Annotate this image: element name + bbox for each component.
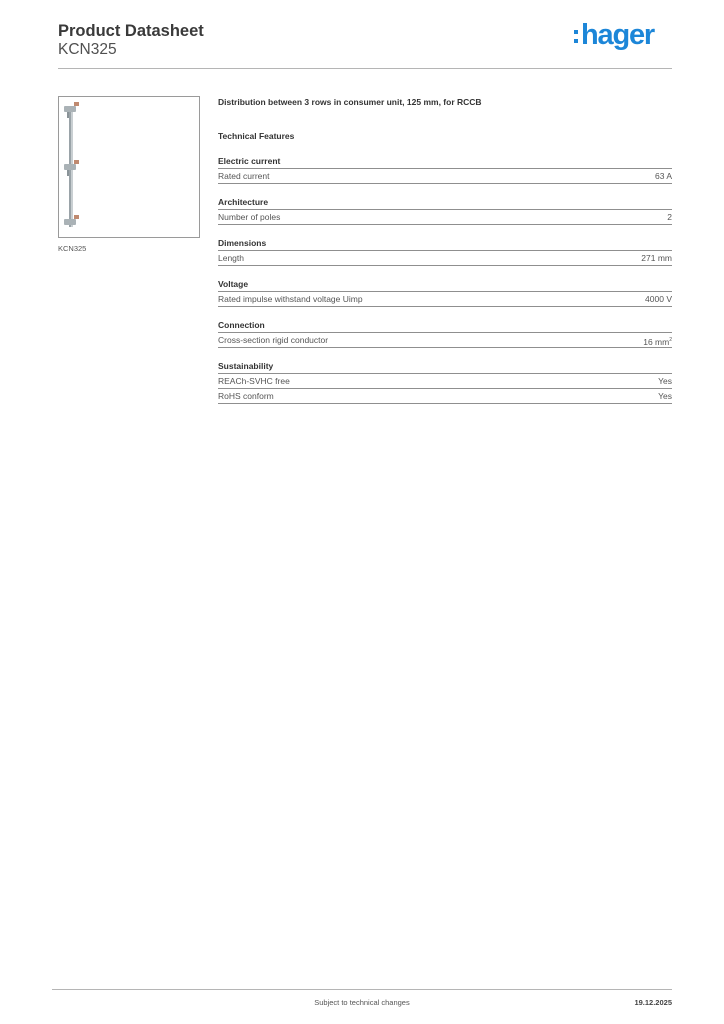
spec-value: Yes [658,376,672,386]
product-description: Distribution between 3 rows in consumer unit, 125 mm, for RCCB [218,97,482,107]
image-caption: KCN325 [58,244,87,253]
spec-label: RoHS conform [218,391,274,401]
busbar-illustration-icon [59,97,199,237]
section-architecture [218,197,672,225]
section-dimensions [218,238,672,266]
spec-row [218,169,672,184]
section-sustainability [218,361,672,404]
spec-label: Rated impulse withstand voltage Uimp [218,294,363,304]
spec-value-superscript: 2 [669,337,672,343]
product-image [58,96,200,238]
spec-label: Length [218,253,244,263]
spec-value: Yes [658,391,672,401]
spec-value: 271 mm [641,253,672,263]
spec-label: REACh-SVHC free [218,376,290,386]
spec-value: 63 A [654,171,672,181]
spec-row [218,251,672,266]
section-voltage [218,279,672,307]
section-electric-current [218,156,672,184]
spec-row [218,374,672,389]
section-title: Connection [218,320,672,333]
spec-value-wrapper [643,333,672,347]
section-title: Dimensions [218,238,672,251]
page-title: Product Datasheet [58,22,204,40]
brand-name: hager [581,19,654,51]
datasheet-content [218,97,672,404]
header-divider [58,68,672,69]
page-header [58,20,672,70]
spec-row [218,389,672,404]
spec-value: 2 [667,212,672,222]
footer-note: Subject to technical changes [314,998,410,1007]
spec-label: Cross-section rigid conductor [218,335,329,345]
spec-value: 4000 V [645,294,672,304]
footer-date: 19.12.2025 [634,998,672,1007]
spec-label: Number of poles [218,212,281,222]
logo-dots-icon [574,26,578,46]
spec-row [218,210,672,225]
technical-features-heading: Technical Features [218,131,295,141]
section-title: Architecture [218,197,672,210]
spec-value: 16 mm [643,337,670,347]
spec-row [218,292,672,307]
section-title: Sustainability [218,361,672,374]
spec-row [218,333,672,348]
section-title: Voltage [218,279,672,292]
footer-divider [52,989,672,990]
product-code: KCN325 [58,41,117,58]
section-title: Electric current [218,156,672,169]
spec-label: Rated current [218,171,270,181]
brand-logo [574,20,654,50]
section-connection [218,320,672,348]
